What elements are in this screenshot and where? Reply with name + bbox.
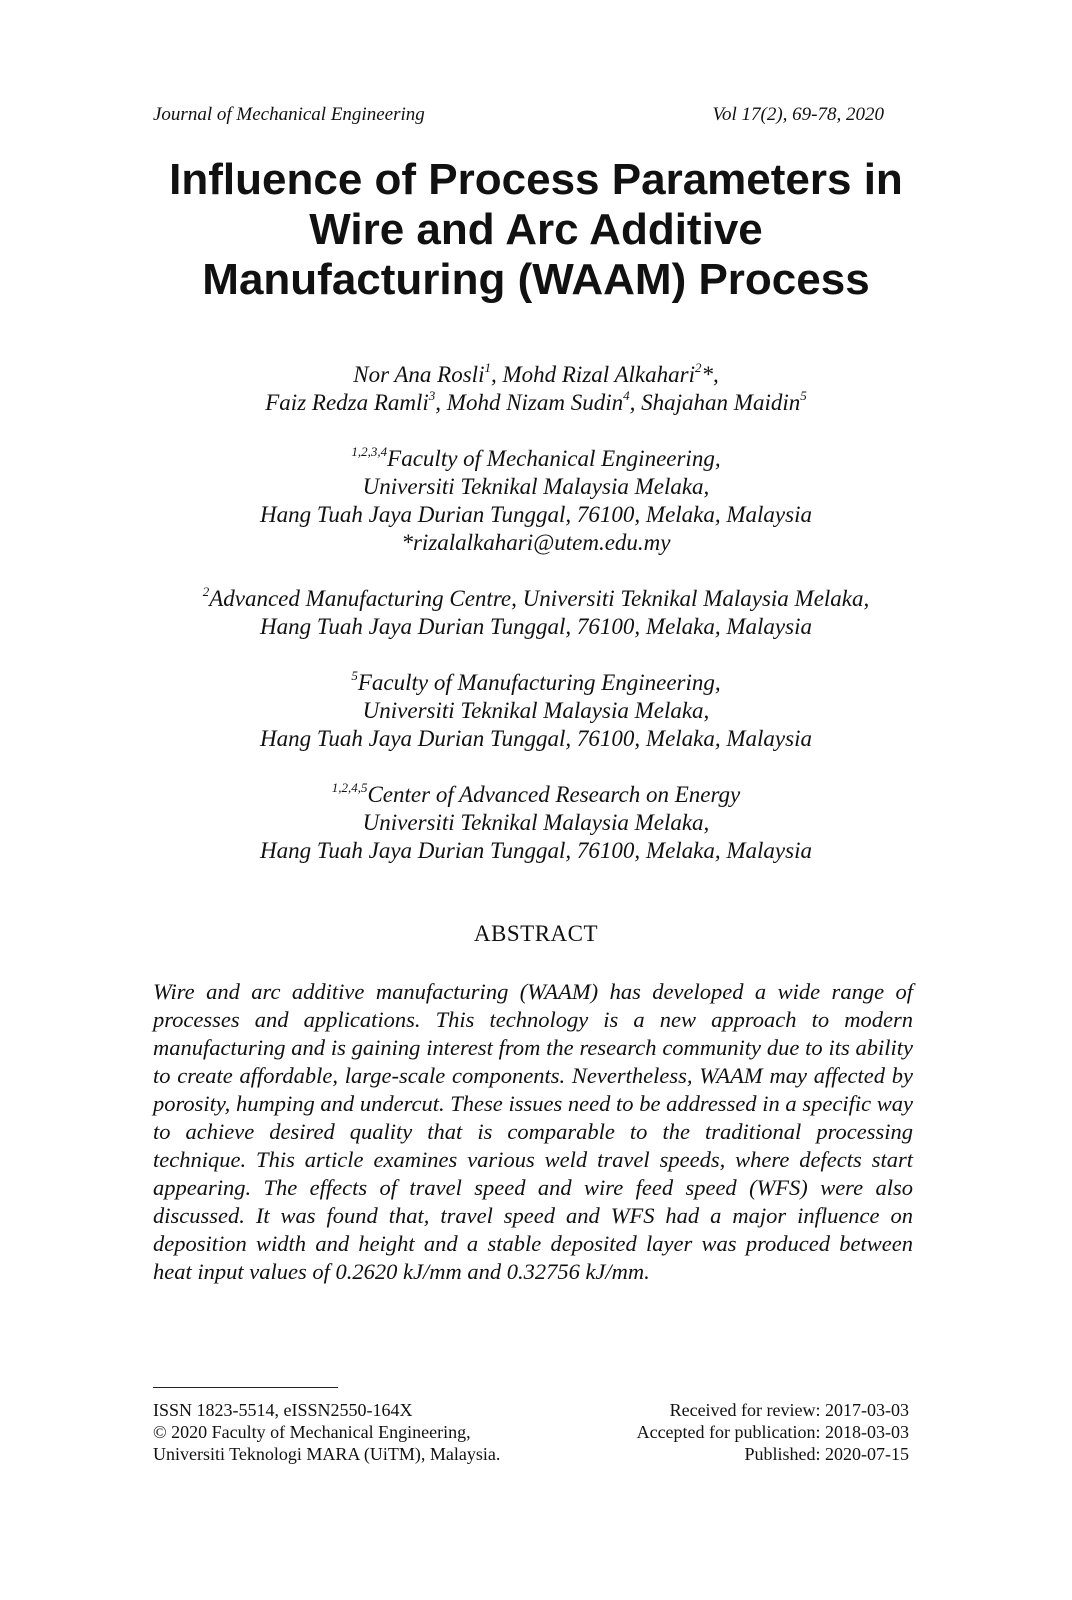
author-name: Nor Ana Rosli	[353, 362, 485, 387]
affiliation-line: Universiti Teknikal Malaysia Melaka,	[362, 698, 710, 723]
author-separator: *,	[701, 362, 719, 387]
affiliation-mark: 1,2,4,5	[331, 780, 368, 796]
title-line: Manufacturing (WAAM) Process	[202, 255, 870, 304]
affiliation-text: Center of Advanced Research on Energy	[367, 782, 741, 807]
author-affil-mark: 3	[428, 388, 436, 404]
author-name: Mohd Nizam Sudin	[446, 390, 624, 415]
affiliation-line: Hang Tuah Jaya Durian Tunggal, 76100, Melaka, Malaysia	[260, 614, 812, 639]
submission-dates	[637, 1399, 909, 1465]
affiliation-line: Universiti Teknikal Malaysia Melaka,	[362, 810, 710, 835]
affiliation-line	[120, 445, 952, 473]
affiliation-block	[120, 669, 952, 753]
author-affil-mark: 5	[800, 388, 807, 404]
affiliation-text: Faculty of Manufacturing Engineering,	[357, 670, 721, 695]
journal-name: Journal of Mechanical Engineering	[153, 104, 425, 125]
paper-title	[120, 155, 952, 305]
accepted-date: Accepted for publication: 2018-03-03	[636, 1422, 909, 1442]
author-affil-mark: 1	[484, 360, 491, 376]
publisher-line: Universiti Teknologi MARA (UiTM), Malaysia.	[153, 1444, 501, 1464]
affiliation-line: Hang Tuah Jaya Durian Tunggal, 76100, Melaka, Malaysia	[260, 838, 812, 863]
author-list	[120, 361, 952, 417]
affiliation-mark: 2	[202, 584, 210, 600]
affiliation-text: Advanced Manufacturing Centre, Universiti Teknikal Malaysia Melaka,	[209, 586, 870, 611]
affiliation-mark: 1,2,3,4	[351, 444, 388, 460]
affiliation-block	[120, 585, 952, 641]
running-header	[153, 104, 884, 126]
corresponding-email[interactable]: *rizalalkahari@utem.edu.my	[401, 530, 671, 555]
author-line	[120, 389, 952, 417]
author-line	[120, 361, 952, 389]
affiliation-line: Hang Tuah Jaya Durian Tunggal, 76100, Melaka, Malaysia	[260, 726, 812, 751]
affiliation-line: Hang Tuah Jaya Durian Tunggal, 76100, Melaka, Malaysia	[260, 502, 812, 527]
author-separator: ,	[490, 362, 503, 387]
author-name: Faiz Redza Ramli	[265, 390, 429, 415]
title-line: Wire and Arc Additive	[309, 205, 763, 254]
affiliation-mark: 5	[351, 668, 358, 684]
volume-info: Vol 17(2), 69-78, 2020	[712, 104, 884, 125]
affiliation-line: Universiti Teknikal Malaysia Melaka,	[362, 474, 710, 499]
abstract-heading: ABSTRACT	[473, 921, 599, 946]
title-line: Influence of Process Parameters in	[169, 155, 903, 204]
affiliation-line	[120, 781, 952, 809]
issn-line: ISSN 1823-5514, eISSN2550-164X	[153, 1400, 413, 1420]
affiliation-text: Faculty of Mechanical Engineering,	[387, 446, 721, 471]
author-name: Mohd Rizal Alkahari	[502, 362, 695, 387]
copyright-line: © 2020 Faculty of Mechanical Engineering,	[153, 1422, 471, 1442]
footnote-divider	[153, 1387, 338, 1388]
affiliation-line	[120, 585, 952, 613]
author-name: Shajahan Maidin	[641, 390, 801, 415]
affiliation-block	[120, 445, 952, 557]
affiliation-block	[120, 781, 952, 865]
publication-info	[153, 1399, 500, 1465]
abstract-text: Wire and arc additive manufacturing (WAAM) has developed a wide range of processes and applications. This technology is a new approach to modern manufacturing and is gaining interest from the research community due to its ability to create affordable, large-scale components. Nevertheless, WAAM may affected by porosity, humping and undercut. These issues need to be addressed in a specific way to achieve desired quality that is comparable to the traditional processing technique. This article examines various weld travel speeds, where defects start appearing. The effects of travel speed and wire feed speed (WFS) were also discussed. It was found that, travel speed and WFS had a major influence on deposition width and height and a stable deposited layer was produced between heat input values of 0.2620 kJ/mm and 0.32756 kJ/mm.	[153, 979, 913, 1284]
author-affil-mark: 2	[694, 360, 702, 376]
author-separator: ,	[435, 390, 447, 415]
author-affil-mark: 4	[623, 388, 630, 404]
author-separator: ,	[629, 390, 642, 415]
affiliation-line	[120, 669, 952, 697]
received-date: Received for review: 2017-03-03	[669, 1400, 909, 1420]
published-date: Published: 2020-07-15	[744, 1444, 909, 1464]
